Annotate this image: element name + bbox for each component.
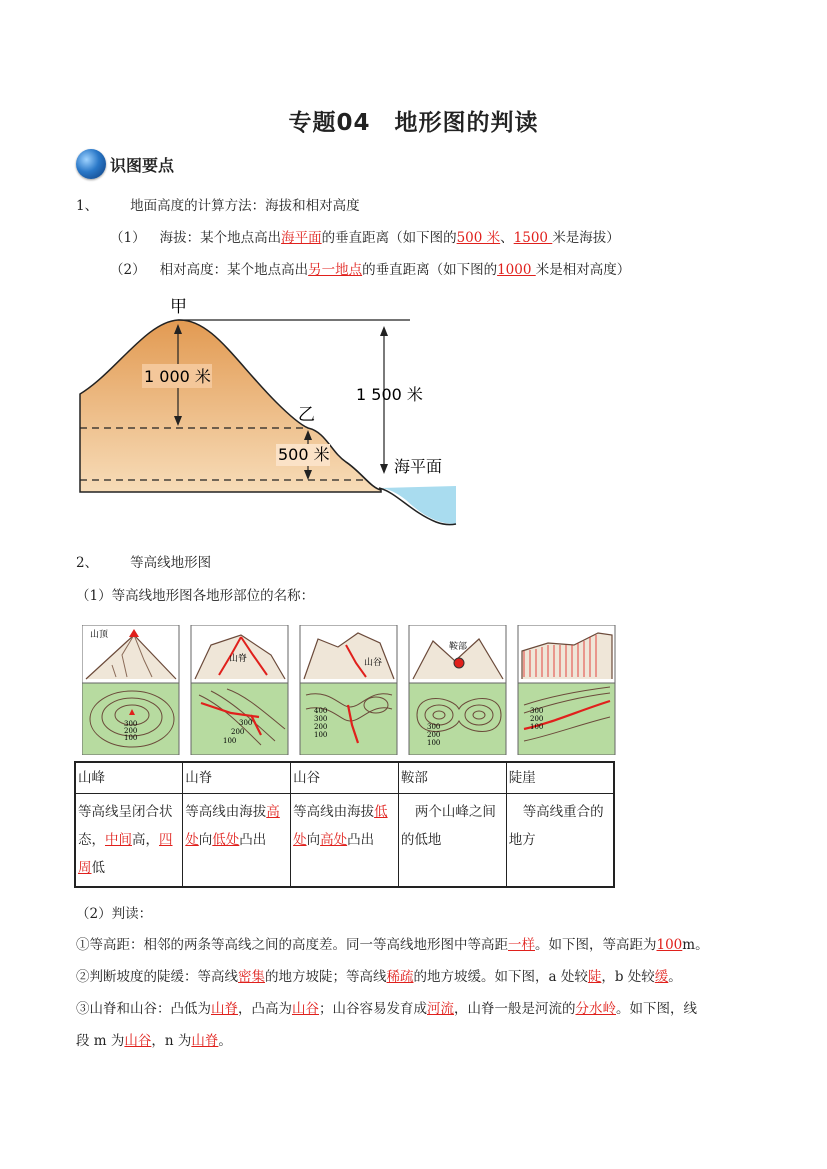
answer: 海平面: [281, 230, 322, 246]
text: ，n 为: [151, 1033, 192, 1049]
label-relative-height: 1 000 米: [144, 367, 211, 386]
contour-label: 300: [239, 719, 253, 727]
paragraph-2a: （1）等高线地形图各地形部位的名称：: [76, 588, 315, 604]
contour-label: 200: [427, 731, 441, 739]
text: 等高线由海拔: [185, 804, 267, 820]
answer: 中间: [105, 832, 132, 848]
item-number: 2、: [76, 555, 99, 571]
label-sea-level: 海平面: [394, 457, 443, 476]
paragraph-1b: [110, 258, 630, 278]
text: 米是相对高度）: [535, 262, 631, 278]
answer: 密集: [238, 969, 265, 985]
answer: 缓: [654, 969, 669, 985]
text: 等高线呈闭合状态，: [78, 804, 173, 848]
answer: 山脊: [211, 1001, 238, 1017]
text: 低: [91, 860, 105, 876]
text: ；山谷容易发育成: [319, 1001, 427, 1017]
text: 向: [306, 832, 321, 848]
contour-label: 100: [427, 739, 441, 747]
contour-label: 300: [427, 723, 441, 731]
paragraph-2: [76, 551, 211, 571]
contour-label: 200: [231, 728, 245, 736]
reading-3-continued: [76, 1029, 232, 1049]
answer: 四周: [78, 832, 173, 876]
text: 等高线由海拔: [293, 804, 375, 820]
answer: 另一地点: [308, 262, 363, 278]
text: 。如下图，等高距为: [535, 937, 657, 953]
reading-1: [76, 933, 709, 953]
answer: 稀疏: [386, 969, 414, 985]
table-row: [75, 794, 614, 888]
answer: 山谷: [292, 1001, 319, 1017]
table-header: 陡崖: [506, 762, 614, 794]
contour-label: 300: [124, 720, 138, 728]
paragraph-1a: [110, 226, 620, 246]
answer: 100: [656, 937, 683, 953]
table-cell: [291, 794, 399, 888]
text: 相对高度：某个地点高出: [159, 262, 309, 278]
label-altitude-500: 500 米: [278, 445, 330, 464]
landform-panels: [82, 625, 617, 755]
answer: 分水岭: [575, 1001, 616, 1017]
table-header: 山脊: [183, 762, 291, 794]
panel-valley: [300, 625, 397, 755]
contour-label: 100: [314, 731, 328, 739]
text: ①等高距：相邻的两条等高线之间的高度差。同一等高线地形图中等高距: [76, 937, 508, 953]
contour-label: 200: [314, 723, 328, 731]
answer: 低处: [293, 804, 388, 848]
text: 凸出: [239, 832, 267, 848]
label-peak: 甲: [170, 297, 187, 317]
paragraph-2b: （2）判读：: [76, 906, 153, 922]
text: ，凸高为: [238, 1001, 292, 1017]
text: ③山脊和山谷：凸低为: [76, 1001, 211, 1017]
table-header: 鞍部: [398, 762, 506, 794]
contour-label: 300: [530, 707, 544, 715]
panel-label-peak: 山顶: [90, 630, 109, 640]
paragraph-text: 等高线地形图: [130, 555, 212, 571]
page-title: 专题04 地形图的判读: [288, 110, 539, 136]
text: ，山脊一般是河流的: [454, 1001, 576, 1017]
terrain-profile: [80, 320, 381, 492]
paragraph-1: [76, 194, 360, 214]
text: 的地方坡缓。如下图，a 处较: [413, 969, 588, 985]
text: 凸出: [347, 832, 375, 848]
panel-peak: [82, 625, 179, 755]
table-header-row: [75, 762, 614, 794]
section-title: 识图要点: [110, 155, 175, 175]
answer: 山脊: [191, 1033, 219, 1049]
item-number: （1）: [110, 230, 146, 246]
answer: 500 米: [456, 230, 501, 246]
text: 向: [198, 832, 213, 848]
text: m。: [682, 937, 709, 953]
text: 段 m 为: [76, 1033, 125, 1049]
paragraph-text: 地面高度的计算方法：海拔和相对高度: [130, 198, 360, 214]
table-cell: [75, 794, 183, 888]
label-saddle: 乙: [298, 405, 315, 425]
reading-2: [76, 965, 682, 985]
item-number: （2）: [110, 262, 146, 278]
reading-3: [76, 997, 697, 1017]
text: 。: [218, 1033, 232, 1049]
sea-body: [381, 486, 456, 524]
globe-icon: [76, 149, 106, 179]
answer: 高处: [185, 804, 280, 848]
text: 高，: [132, 832, 159, 848]
text: 。: [668, 969, 682, 985]
text: 的垂直距离（如下图的: [362, 262, 498, 278]
text: 的地方坡陡；等高线: [265, 969, 387, 985]
table-header: 山谷: [291, 762, 399, 794]
table-cell: [506, 794, 614, 888]
panel-saddle: [409, 625, 506, 755]
answer: 一样: [508, 937, 535, 953]
text: 海拔：某个地点高出: [159, 230, 282, 246]
answer: 陡: [587, 969, 602, 985]
text: 米是海拔）: [552, 230, 620, 246]
answer: 低处: [212, 832, 240, 848]
table-cell: [183, 794, 291, 888]
contour-label: 400: [314, 707, 328, 715]
text: 。如下图，线: [616, 1001, 697, 1017]
panel-label-valley: 山谷: [364, 658, 383, 668]
table-header: 山峰: [75, 762, 183, 794]
section-header: [76, 146, 174, 182]
contour-label: 100: [223, 737, 237, 745]
panel-cliff: [518, 625, 615, 755]
table-cell: [398, 794, 506, 888]
item-number: 1、: [76, 198, 99, 214]
contour-label: 200: [530, 715, 544, 723]
contour-label: 200: [124, 727, 138, 735]
answer: 山谷: [124, 1033, 152, 1049]
panel-label-saddle: 鞍部: [449, 642, 468, 652]
answer: 1000: [497, 262, 536, 278]
text: ，b 处较: [601, 969, 655, 985]
contour-label: 100: [124, 734, 138, 742]
text: 等高线重合的地方: [508, 804, 604, 848]
text: 、: [500, 230, 514, 246]
text: 两个山峰之间的低地: [400, 804, 496, 848]
panel-label-ridge: 山脊: [229, 654, 248, 664]
altitude-diagram: [76, 292, 466, 532]
panel-ridge: [191, 625, 288, 755]
text: ②判断坡度的陡缓：等高线: [76, 969, 238, 985]
answer: 高处: [320, 832, 348, 848]
answer: 1500: [513, 230, 553, 246]
answer: 河流: [427, 1001, 454, 1017]
contour-label: 100: [530, 723, 544, 731]
label-altitude-1500: 1 500 米: [356, 385, 423, 404]
text: 的垂直距离（如下图的: [321, 230, 457, 246]
landform-table: [74, 761, 615, 888]
contour-label: 300: [314, 715, 328, 723]
